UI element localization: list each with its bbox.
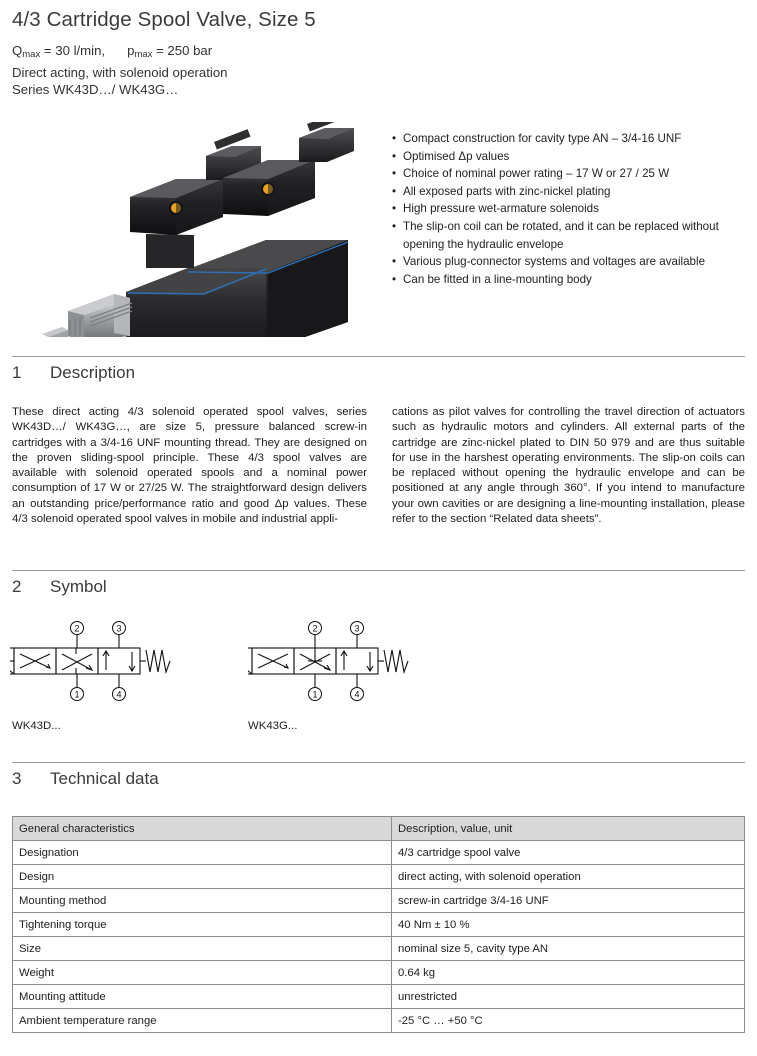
list-item: • Various plug-connector systems and voltages are available <box>392 253 752 271</box>
table-cell-value: 4/3 cartridge spool valve <box>392 841 745 865</box>
list-item: • Compact construction for cavity type AN – 3/4-16 UNF <box>392 130 752 148</box>
section-title: Description <box>50 363 136 382</box>
table-cell-value: nominal size 5, cavity type AN <box>392 937 745 961</box>
svg-text:1: 1 <box>312 689 318 700</box>
svg-text:4: 4 <box>116 689 122 700</box>
section-number: 2 <box>12 577 22 596</box>
table-cell-label: Size <box>13 937 392 961</box>
table-row <box>13 985 745 1009</box>
section-number: 1 <box>12 363 22 382</box>
list-item: • The slip-on coil can be rotated, and it can be replaced without opening the hydraulic envelope <box>392 218 752 253</box>
technical-data-table <box>12 816 745 1033</box>
list-item: • All exposed parts with zinc-nickel plating <box>392 183 752 201</box>
description-column-left: These direct acting 4/3 solenoid operated spool valves, series WK43D…/ WK43G…, are size 5, pressure balanced screw-in cartridges with a 3/4-16 UNF mounting thread. They are designed on the proven sliding-spool principle. These 4/3 spool valves are available with solenoid operated spools and a nominal power consumption of 17 W or 27/25 W. The straightforward design delivers an outstanding price/performance ratio and good Δp values. These 4/3 solenoid operated spool valves in mobile and industrial appli- <box>12 406 367 526</box>
symbol-label-wk43d: WK43D... <box>12 720 61 732</box>
list-item: • Optimised Δp values <box>392 148 752 166</box>
pressure-symbol: p <box>127 43 135 58</box>
section-divider <box>12 570 745 571</box>
symbol-diagram-wk43g <box>248 612 476 709</box>
svg-text:2: 2 <box>74 623 80 634</box>
svg-text:4: 4 <box>354 689 360 700</box>
header-line-2: Direct acting, with solenoid operation <box>12 64 228 80</box>
section-divider <box>12 762 745 763</box>
symbol-label-wk43g: WK43G... <box>248 720 298 732</box>
table-cell-label: Design <box>13 865 392 889</box>
page-title: 4/3 Cartridge Spool Valve, Size 5 <box>12 8 316 31</box>
svg-text:3: 3 <box>354 623 360 634</box>
svg-text:1: 1 <box>74 689 80 700</box>
table-row <box>13 1009 745 1033</box>
table-cell-value: 0.64 kg <box>392 961 745 985</box>
table-header-row <box>13 817 745 841</box>
table-cell-value: unrestricted <box>392 985 745 1009</box>
table-cell-label: Designation <box>13 841 392 865</box>
column-header-characteristic: General characteristics <box>13 817 392 841</box>
table-cell-value: direct acting, with solenoid operation <box>392 865 745 889</box>
table-cell-label: Ambient temperature range <box>13 1009 392 1033</box>
header-spec-line <box>12 42 228 64</box>
section-title: Symbol <box>50 577 107 596</box>
section-heading-technical-data <box>12 769 159 789</box>
table-row <box>13 865 745 889</box>
header-specs <box>12 42 228 99</box>
list-item: • Can be fitted in a line-mounting body <box>392 271 752 289</box>
table-row <box>13 841 745 865</box>
flow-value: = 30 l/min, <box>40 43 106 58</box>
table-cell-label: Mounting attitude <box>13 985 392 1009</box>
section-heading-description <box>12 363 135 383</box>
section-title: Technical data <box>50 769 159 788</box>
description-column-right: cations as pilot valves for controlling the travel direction of actuators such as hydraulic motors and cylinders. All external parts of the cartridge are zinc-nickel plated to DIN 50 979 and are thus suitable for use in the harshest operating environments. The slip-on coils can be replaced without opening the hydraulic envelope and can be positioned at any angle through 360°. If you intend to manufacture your own cavities or are designing a line-mounting installation, please refer to the section “Related data sheets”. <box>392 406 745 526</box>
table-cell-label: Weight <box>13 961 392 985</box>
table-cell-value: screw-in cartridge 3/4-16 UNF <box>392 889 745 913</box>
table-cell-value: -25 °C … +50 °C <box>392 1009 745 1033</box>
section-heading-symbol <box>12 577 107 597</box>
symbol-diagram-wk43d <box>10 612 238 709</box>
column-header-description: Description, value, unit <box>392 817 745 841</box>
table-cell-label: Tightening torque <box>13 913 392 937</box>
product-photo <box>18 122 368 337</box>
svg-text:3: 3 <box>116 623 122 634</box>
pressure-value: = 250 bar <box>152 43 213 58</box>
table-row <box>13 913 745 937</box>
table-row <box>13 937 745 961</box>
table-row <box>13 961 745 985</box>
feature-list <box>392 130 752 288</box>
svg-text:2: 2 <box>312 623 318 634</box>
section-number: 3 <box>12 769 22 788</box>
table-cell-label: Mounting method <box>13 889 392 913</box>
list-item: • Choice of nominal power rating – 17 W or 27 / 25 W <box>392 165 752 183</box>
pressure-subscript: max <box>134 49 153 60</box>
table-row <box>13 889 745 913</box>
section-divider <box>12 356 745 357</box>
table-cell-value: 40 Nm ± 10 % <box>392 913 745 937</box>
header-line-3: Series WK43D…/ WK43G… <box>12 82 179 97</box>
list-item: • High pressure wet-armature solenoids <box>392 200 752 218</box>
flow-subscript: max <box>22 49 41 60</box>
flow-symbol: Q <box>12 43 23 58</box>
